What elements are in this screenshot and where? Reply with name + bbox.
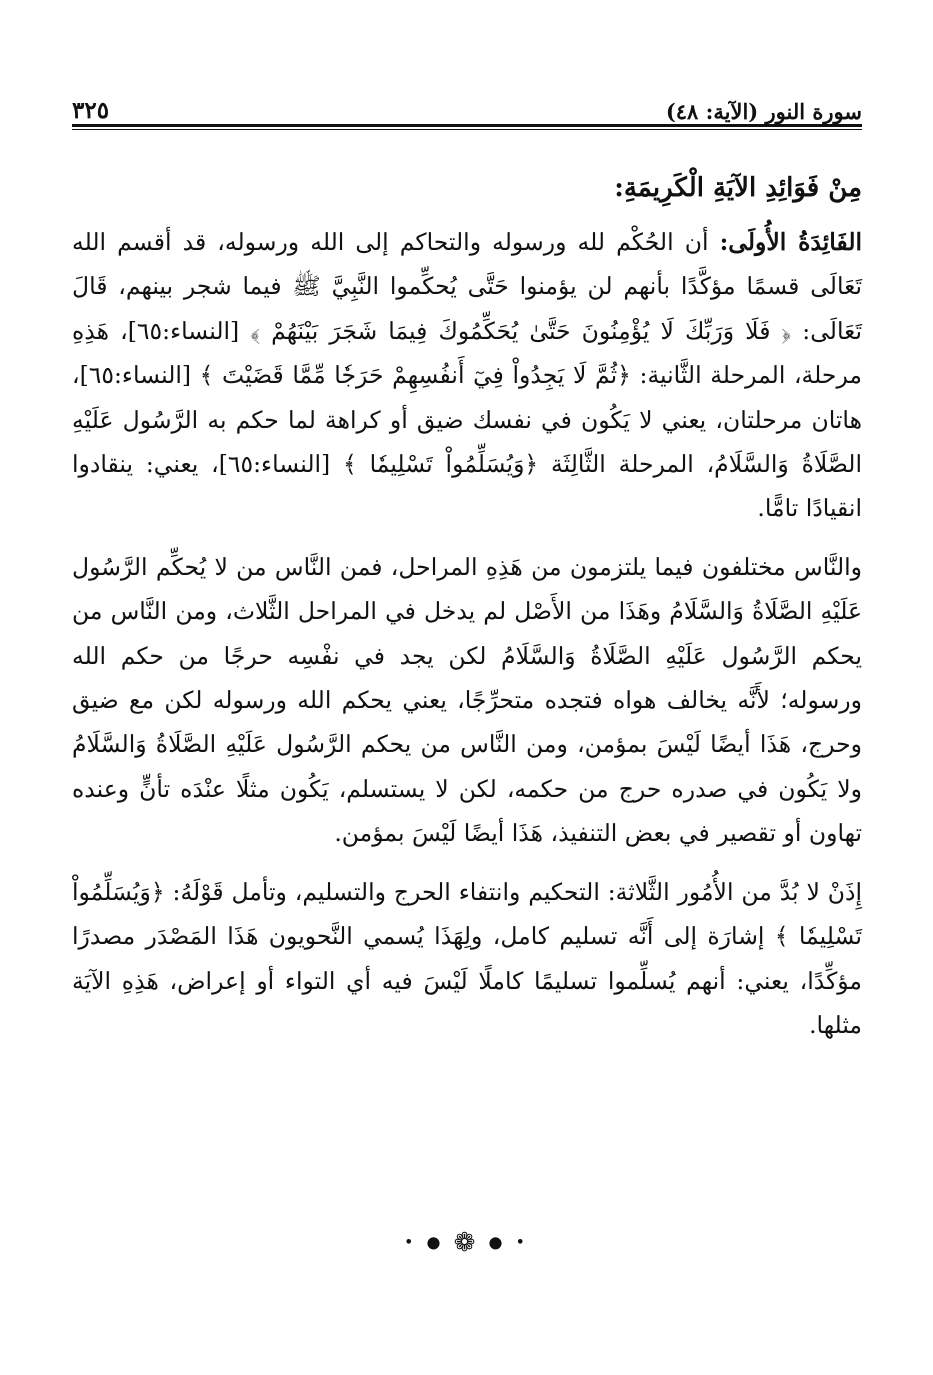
- page-number: ٣٢٥: [72, 97, 110, 124]
- header-rule-thick: [72, 124, 862, 127]
- surah-reference: سورة النور (الآية: ٤٨): [665, 99, 862, 124]
- paragraph-2: [72, 545, 862, 856]
- ornament-flower-icon: ❁: [453, 1228, 480, 1258]
- ornament-dots-right: ● •: [488, 1232, 529, 1252]
- header-rule-thin: [72, 129, 862, 130]
- ornament-dots-left: • ●: [404, 1232, 445, 1252]
- paragraph-text: إِذَنْ لا بُدَّ من الأُمُور الثَّلاثة: التحكيم وانتفاء الحرج والتسليم، وتأمل قَوْلَهُ: ﴿وَيُسَلِّمُواْ تَسْلِيمٗا ﴾ إشارَة إلى أَنَّه تسليم كامل، ولِهَذَا يُسمي النَّحويون هَذَا المَصْدَر مصدرًا مؤكِّدًا، يعني: أنهم يُسلِّموا تسليمًا كاملًا لَيْسَ فيه أي التواء أو إعراض، هَذِهِ الآيَة مثلها.: [72, 877, 862, 1039]
- paragraph-lead: الفَائِدَةُ الأُولَى:: [719, 228, 863, 256]
- paragraph-3: [72, 870, 862, 1048]
- section-title: مِنْ فَوَائِدِ الآيَةِ الْكَرِيمَةِ:: [614, 173, 862, 203]
- page-body: [72, 166, 862, 1061]
- paragraph-1: [72, 220, 862, 531]
- end-ornament: [0, 1228, 933, 1258]
- paragraph-text: أن الحُكْم لله ورسوله والتحاكم إلى الله ورسوله، قد أقسم الله تَعَالَى قسمًا مؤكَّدًا بأنهم لن يؤمنوا حَتَّى يُحكِّموا النَّبِيَّ ﷺ فيما شجر بينهم، قَالَ تَعَالَى: ﴿ فَلَا وَرَبِّكَ لَا يُؤْمِنُونَ حَتَّىٰ يُحَكِّمُوكَ فِيمَا شَجَرَ بَيْنَهُمْ ﴾ [النساء:٦٥]، هَذِهِ مرحلة، المرحلة الثَّانية: ﴿ثُمَّ لَا يَجِدُواْ فِيٓ أَنفُسِهِمْ حَرَجٗا مِّمَّا قَضَيْتَ ﴾ [النساء:٦٥]، هاتان مرحلتان، يعني لا يَكُون في نفسك ضيق أو كراهة لما حكم به الرَّسُول عَلَيْهِ الصَّلَاةُ وَالسَّلَامُ، المرحلة الثَّالِثَة ﴿وَيُسَلِّمُواْ تَسْلِيمٗا ﴾ [النساء:٦٥]، يعني: ينقادوا انقيادًا تامًّا.: [72, 228, 863, 523]
- page-header: [72, 92, 862, 124]
- paragraph-text: والنَّاس مختلفون فيما يلتزمون من هَذِهِ المراحل، فمن النَّاس من لا يُحكِّم الرَّسُول عَلَيْهِ الصَّلَاةُ وَالسَّلَامُ وهَذَا من الأَصْل لم يدخل في المراحل الثَّلاث، ومن النَّاس من يحكم الرَّسُول عَلَيْهِ الصَّلَاةُ وَالسَّلَامُ لكن يجد في نفْسِه حرجًا من حكم الله ورسوله؛ لأَنَّه يخالف هواه فتجده متحرِّجًا، يعني يحكم الله ورسوله لكن مع ضيق وحرج، هَذَا أيضًا لَيْسَ بمؤمن، ومن النَّاس من يحكم الرَّسُول عَلَيْهِ الصَّلَاةُ وَالسَّلَامُ ولا يَكُون في صدره حرج من حكمه، لكن لا يستسلم، يَكُون مثلًا عنْدَه تأنٍّ وعنده تهاون أو تقصير في بعض التنفيذ، هَذَا أيضًا لَيْسَ بمؤمن.: [72, 552, 862, 848]
